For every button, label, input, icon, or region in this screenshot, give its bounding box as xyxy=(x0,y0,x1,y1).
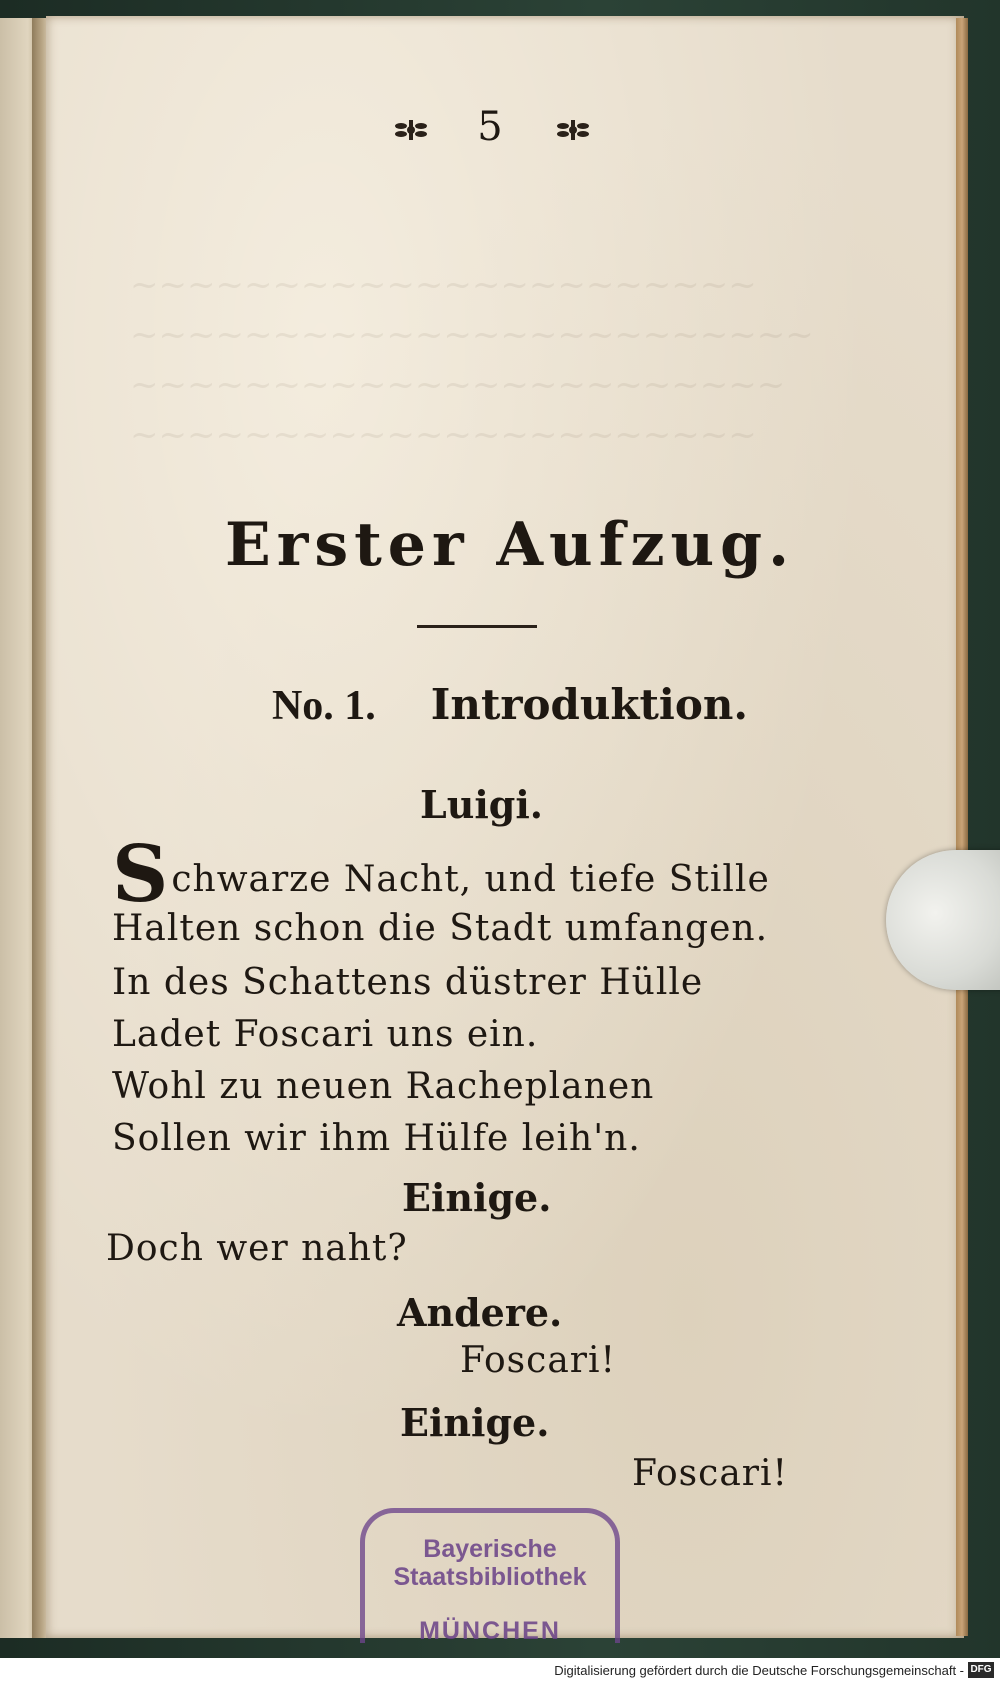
stamp-line: Staatsbibliothek xyxy=(393,1563,587,1591)
library-stamp xyxy=(360,1508,620,1643)
verse-line: Ladet Foscari uns ein. xyxy=(112,1014,539,1055)
number-title: Introduktion. xyxy=(430,680,749,729)
verse-line: Foscari! xyxy=(632,1453,788,1494)
digitization-credit: Digitalisierung gefördert durch die Deutsche Forschungsgemeinschaft - xyxy=(554,1663,964,1678)
verse-line xyxy=(112,829,770,920)
verse-line: Doch wer naht? xyxy=(106,1228,408,1269)
floral-ornament-icon xyxy=(553,118,593,142)
verse-line: In des Schattens düstrer Hülle xyxy=(112,962,704,1003)
verse-line: Wohl zu neuen Racheplanen xyxy=(112,1066,655,1107)
book-page xyxy=(46,16,964,1638)
verse-line: Halten schon die Stadt umfangen. xyxy=(112,908,769,949)
dfg-logo: DFG xyxy=(968,1662,994,1678)
speaker-einige: Einige. xyxy=(402,1175,552,1220)
number-label: No. 1. xyxy=(271,683,376,729)
verse-line-text: chwarze Nacht, und tiefe Stille xyxy=(171,859,770,900)
divider-rule xyxy=(417,625,537,628)
stamp-line: Bayerische xyxy=(423,1535,557,1563)
page-number xyxy=(372,104,612,150)
speaker-einige: Einige. xyxy=(400,1400,550,1445)
stamp-line: MÜNCHEN xyxy=(419,1617,561,1645)
act-title: Erster Aufzug. xyxy=(224,510,796,580)
verse-line: Foscari! xyxy=(460,1340,616,1381)
speaker-luigi: Luigi. xyxy=(420,782,544,827)
number-heading xyxy=(170,680,850,730)
page-number-value: 5 xyxy=(477,104,507,150)
drop-cap: S xyxy=(112,829,170,920)
verse-line: Sollen wir ihm Hülfe leih'n. xyxy=(112,1118,641,1159)
page-fore-edge xyxy=(956,18,968,1636)
speaker-andere: Andere. xyxy=(397,1290,563,1335)
floral-ornament-icon xyxy=(391,118,431,142)
